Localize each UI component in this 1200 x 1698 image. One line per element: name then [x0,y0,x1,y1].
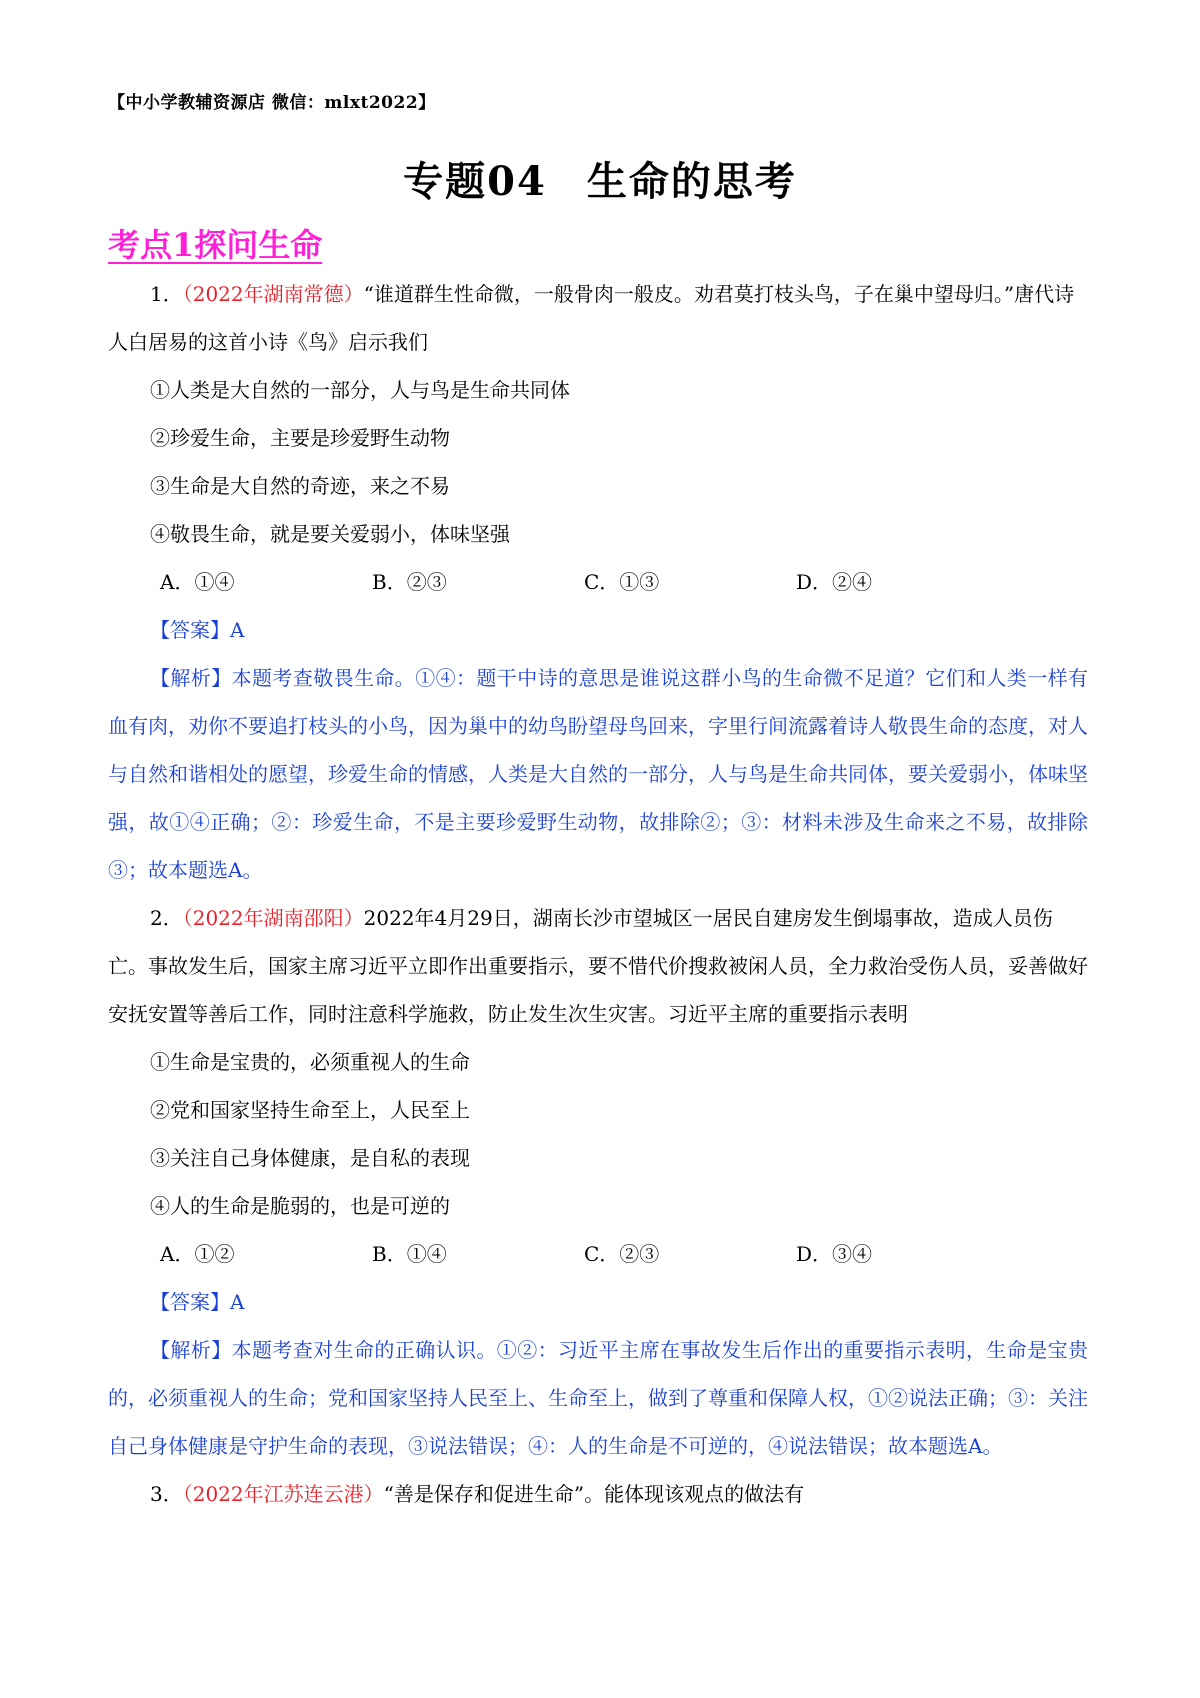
question-text: “善是保存和促进生命”。能体现该观点的做法有 [383,1482,805,1506]
question-stem [108,894,1088,1038]
answer-line: 【答案】A [150,1290,245,1314]
question-option: ①生命是宝贵的，必须重视人的生命 [150,1050,470,1074]
choice-b: B．①④ [372,1242,447,1266]
analysis-paragraph: 【解析】本题考查对生命的正确认识。①②：习近平主席在事故发生后作出的重要指示表明，生命是宝贵的，必须重视人的生命；党和国家坚持人民至上、生命至上，做到了尊重和保障人权，①②说法正确；③：关注自己身体健康是守护生命的表现，③说法错误；④：人的生命是不可逆的，④说法错误；故本题选A。 [108,1338,1088,1458]
choice-a: A．①④ [160,570,235,594]
answer-choices [108,1230,1088,1278]
title-sub: 生命的思考 [586,158,797,205]
page-title [0,150,1200,207]
question-stem [108,270,1088,366]
question-option: ①人类是大自然的一部分，人与鸟是生命共同体 [150,378,570,402]
choice-b: B．②③ [372,570,447,594]
section-title: 考点1探问生命 [108,226,323,264]
question-option: ③关注自己身体健康，是自私的表现 [150,1146,470,1170]
title-main: 专题04 [403,158,547,205]
choice-c: C．②③ [584,1242,660,1266]
question-number: 3． [150,1482,183,1506]
question-source: （2022年湖南邵阳） [182,906,364,930]
answer-line: 【答案】A [150,618,245,642]
question-stem [108,1470,1088,1518]
header-note: 【中小学教辅资源店 微信：mlxt2022】 [108,93,436,113]
question-list [108,270,1088,1518]
question-option: ②珍爱生命，主要是珍爱野生动物 [150,426,450,450]
question-text: “谁道群生性命微，一般骨肉一般皮。劝君莫打枝头鸟，子在巢中望母归。”唐代诗人白居易的这首小诗《鸟》启示我们 [108,282,1075,354]
question-number: 1． [150,282,183,306]
question-number: 2． [150,906,183,930]
choice-c: C．①③ [584,570,660,594]
question-option: ④敬畏生命，就是要关爱弱小，体味坚强 [150,522,510,546]
choice-d: D．③④ [796,1242,873,1266]
choice-a: A．①② [160,1242,235,1266]
answer-choices [108,558,1088,606]
question-source: （2022年湖南常德） [182,282,364,306]
question-option: ④人的生命是脆弱的，也是可逆的 [150,1194,450,1218]
choice-d: D．②④ [796,570,873,594]
question-source: （2022年江苏连云港） [182,1482,384,1506]
question-text: 2022年4月29日，湖南长沙市望城区一居民自建房发生倒塌事故，造成人员伤亡。事故发生后，国家主席习近平立即作出重要指示，要不惜代价搜救被闲人员，全力救治受伤人员，妥善做好安抚安置等善后工作，同时注意科学施救，防止发生次生灾害。习近平主席的重要指示表明 [108,906,1088,1026]
question-option: ③生命是大自然的奇迹，来之不易 [150,474,450,498]
question-option: ②党和国家坚持生命至上，人民至上 [150,1098,470,1122]
analysis-paragraph: 【解析】本题考查敬畏生命。①④：题干中诗的意思是谁说这群小鸟的生命微不足道？它们和人类一样有血有肉，劝你不要追打枝头的小鸟，因为巢中的幼鸟盼望母鸟回来，字里行间流露着诗人敬畏生命的态度，对人与自然和谐相处的愿望，珍爱生命的情感，人类是大自然的一部分，人与鸟是生命共同体，要关爱弱小，体味坚强，故①④正确；②：珍爱生命，不是主要珍爱野生动物，故排除②；③：材料未涉及生命来之不易，故排除③；故本题选A。 [108,666,1088,882]
